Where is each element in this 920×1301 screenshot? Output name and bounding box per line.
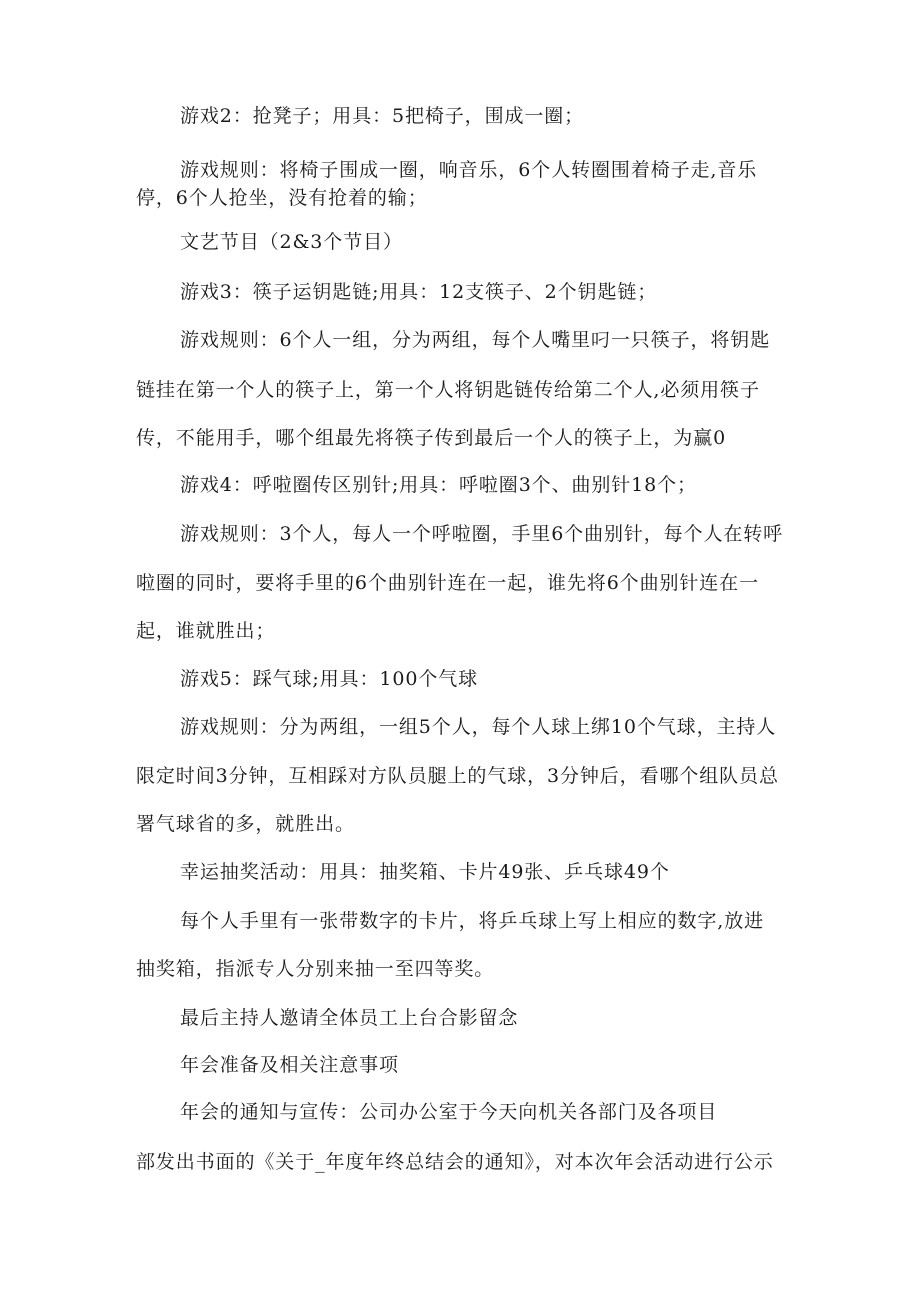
lottery-title-line: 幸运抽奖活动：用具：抽奖箱、卡片49张、乒乓球49个 (180, 861, 670, 883)
game5-title-line: 游戏5：踩气球;用具：100个气球 (180, 668, 479, 690)
game3-rules-line-3: 传，不能用手，哪个组最先将筷子传到最后一个人的筷子上，为赢0 (136, 427, 727, 449)
notice-line-1: 年会的通知与宣传：公司办公室于今天向机关各部门及各项目 (180, 1101, 718, 1123)
group-photo-line: 最后主持人邀请全体员工上台合影留念 (180, 1007, 519, 1029)
performance-line: 文艺节目（2&3个节目） (180, 231, 403, 253)
game4-rules-line-2: 啦圈的同时，要将手里的6个曲别针连在一起，谁先将6个曲别针连在一 (136, 572, 759, 594)
game4-rules-line-1: 游戏规则：3个人，每人一个呼啦圈，手里6个曲别针，每个人在转呼 (180, 523, 784, 545)
game4-rules-line-3: 起，谁就胜出； (136, 620, 276, 642)
game5-rules-line-2: 限定时间3分钟，互相踩对方队员腿上的气球，3分钟后，看哪个组队员总 (136, 765, 779, 787)
game3-rules-line-1: 游戏规则：6个人一组，分为两组，每个人嘴里叼一只筷子，将钥匙 (180, 329, 771, 351)
game4-title-line: 游戏4：呼啦圈传区别针;用具：呼啦圈3个、曲别针18个； (180, 474, 697, 496)
game5-rules-line-3: 署气球省的多，就胜出。 (136, 813, 355, 835)
notice-line-2: 部发出书面的《关于_年度年终总结会的通知》，对本次年会活动进行公示 (136, 1151, 774, 1173)
game2-rules-line-2: 停，6个人抢坐，没有抢着的输； (136, 187, 428, 209)
game2-title-line: 游戏2：抢凳子；用具：5把椅子，围成一圈； (180, 105, 585, 127)
lottery-rules-line-1: 每个人手里有一张带数字的卡片，将乒乓球上写上相应的数字,放进 (180, 910, 765, 932)
game2-rules-line-1: 游戏规则：将椅子围成一圈，响音乐，6个人转圈围着椅子走,音乐 (180, 159, 758, 181)
preparation-heading: 年会准备及相关注意事项 (180, 1054, 399, 1076)
game3-title-line: 游戏3：筷子运钥匙链;用具：12支筷子、2个钥匙链； (180, 281, 658, 303)
game3-rules-line-2: 链挂在第一个人的筷子上，第一个人将钥匙链传给第二个人,必须用筷子 (136, 379, 760, 401)
lottery-rules-line-2: 抽奖箱，指派专人分别来抽一至四等奖。 (136, 958, 495, 980)
game5-rules-line-1: 游戏规则：分为两组，一组5个人，每个人球上绑10个气球，主持人 (180, 716, 777, 738)
